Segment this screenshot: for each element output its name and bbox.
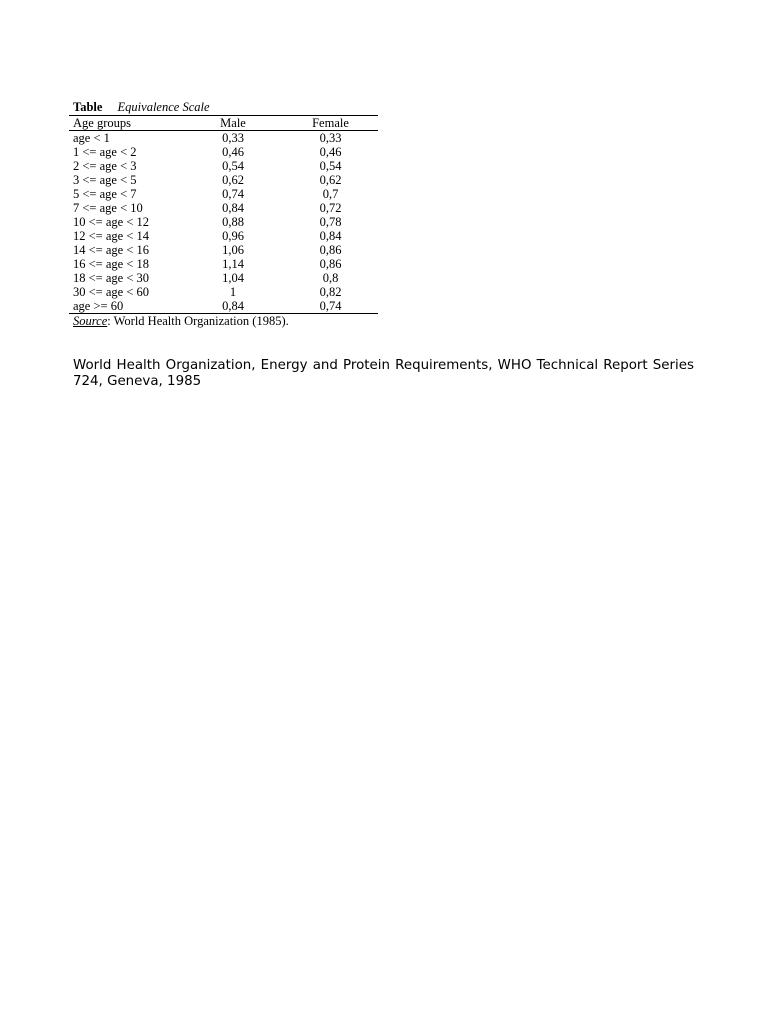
header-male: Male xyxy=(220,116,246,130)
cell-age: 10 <= age < 12 xyxy=(73,215,149,229)
table-header-row xyxy=(69,116,378,131)
table-row xyxy=(69,257,378,271)
cell-age: 12 <= age < 14 xyxy=(73,229,149,243)
table-row xyxy=(69,299,378,314)
equivalence-scale-table-block xyxy=(69,100,374,329)
cell-female: 0,86 xyxy=(319,243,342,257)
table-row xyxy=(69,187,378,201)
table-source-note xyxy=(69,314,374,329)
cell-female: 0,72 xyxy=(319,201,342,215)
cell-male: 1,14 xyxy=(222,257,244,271)
cell-female: 0,8 xyxy=(322,271,339,285)
header-female: Female xyxy=(312,116,349,130)
table-row xyxy=(69,243,378,257)
cell-male: 0,84 xyxy=(222,299,244,313)
cell-female: 0,78 xyxy=(319,215,342,229)
header-age-groups: Age groups xyxy=(73,116,131,130)
reference-paragraph: World Health Organization, Energy and Protein Requirements, WHO Technical Report Series 724, Geneva, 1985 xyxy=(73,358,694,389)
cell-female: 0,46 xyxy=(319,145,342,159)
cell-male: 0,46 xyxy=(222,145,244,159)
table-row xyxy=(69,131,378,146)
cell-male: 0,62 xyxy=(222,173,244,187)
cell-female: 0,86 xyxy=(319,257,342,271)
cell-age: 30 <= age < 60 xyxy=(73,285,149,299)
table-caption-title: Equivalence Scale xyxy=(117,100,210,114)
cell-age: age >= 60 xyxy=(73,299,124,313)
source-label: Source xyxy=(73,314,108,328)
cell-female: 0,82 xyxy=(319,285,342,299)
cell-female: 0,54 xyxy=(319,159,342,173)
cell-male: 0,84 xyxy=(222,201,244,215)
cell-age: 14 <= age < 16 xyxy=(73,243,149,257)
cell-female: 0,62 xyxy=(319,173,342,187)
cell-age: 5 <= age < 7 xyxy=(73,187,137,201)
cell-male: 0,88 xyxy=(222,215,244,229)
table-caption xyxy=(69,100,374,115)
table-row xyxy=(69,201,378,215)
cell-male: 1,04 xyxy=(222,271,244,285)
cell-female: 0,84 xyxy=(319,229,342,243)
table-caption-label: Table xyxy=(73,100,103,114)
table-row xyxy=(69,215,378,229)
cell-female: 0,7 xyxy=(322,187,339,201)
equivalence-scale-table xyxy=(69,115,378,314)
table-row xyxy=(69,145,378,159)
cell-male: 0,33 xyxy=(222,131,244,145)
cell-male: 0,54 xyxy=(222,159,244,173)
cell-female: 0,33 xyxy=(319,131,342,145)
table-row xyxy=(69,173,378,187)
cell-age: 16 <= age < 18 xyxy=(73,257,149,271)
cell-female: 0,74 xyxy=(319,299,342,313)
cell-male: 0,74 xyxy=(222,187,244,201)
table-row xyxy=(69,271,378,285)
cell-male: 1 xyxy=(229,285,237,299)
table-row xyxy=(69,285,378,299)
table-row xyxy=(69,159,378,173)
cell-age: 18 <= age < 30 xyxy=(73,271,149,285)
cell-age: 2 <= age < 3 xyxy=(73,159,137,173)
cell-age: 3 <= age < 5 xyxy=(73,173,137,187)
cell-male: 1,06 xyxy=(222,243,244,257)
source-text: : World Health Organization (1985). xyxy=(107,314,289,328)
cell-age: 7 <= age < 10 xyxy=(73,201,143,215)
table-row xyxy=(69,229,378,243)
cell-male: 0,96 xyxy=(222,229,244,243)
cell-age: 1 <= age < 2 xyxy=(73,145,137,159)
cell-age: age < 1 xyxy=(73,131,110,145)
